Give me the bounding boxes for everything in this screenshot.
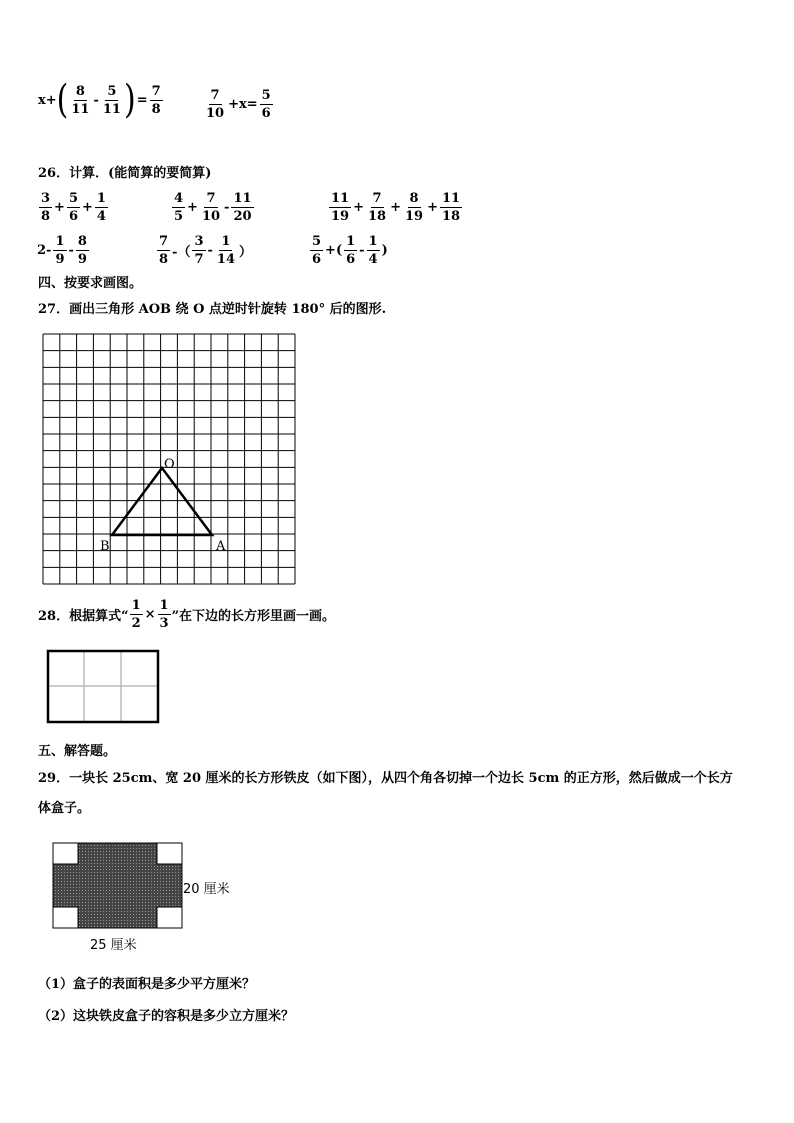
section-5-title: 五、解答题。 xyxy=(38,744,117,759)
length-label: 25 厘米 xyxy=(90,938,137,953)
question-27-title: 27．画出三角形 AOB 绕 O 点逆时针旋转 180° 后的图形. xyxy=(38,302,387,317)
fraction: $\frac{5}{11}$ xyxy=(102,84,121,117)
expr-1: $\frac{3}{8}$ + $\frac{5}{6}$ + $\frac{1}{4}$ xyxy=(41,191,106,224)
equation-2: $\frac{7}{10}$ +x= $\frac{5}{6}$ xyxy=(206,88,271,121)
left-paren: ( xyxy=(56,77,69,123)
section-4-title: 四、按要求画图。 xyxy=(38,276,143,291)
question-29-line-2: 体盒子。 xyxy=(38,801,91,816)
right-paren: ) xyxy=(123,77,136,123)
question-26-title: 26．计算．(能简算的要简算) xyxy=(38,166,212,181)
label-o: O xyxy=(164,457,175,472)
expr-3: $\frac{11}{19}$ + $\frac{7}{18}$ + $\frac{8}{19}$ + $\frac{11}{18}$ xyxy=(331,191,461,224)
fraction: $\frac{7}{10}$ xyxy=(206,88,225,121)
width-label: 20 厘米 xyxy=(183,882,230,897)
question-29-line-1: 29．一块长 25cm、宽 20 厘米的长方形铁皮（如下图），从四个角各切掉一个边长 5cm 的正方形，然后做成一个长方 xyxy=(38,771,733,786)
fraction-rectangle xyxy=(46,649,160,724)
question-29-sub-2: （2）这块铁皮盒子的容积是多少立方厘米？ xyxy=(38,1009,295,1024)
expr-4: 2- $\frac{1}{9}$ - $\frac{8}{9}$ xyxy=(37,234,87,267)
expr-2: $\frac{4}{5}$ + $\frac{7}{10}$ - $\frac{11}{20}$ xyxy=(174,191,252,224)
fraction: $\frac{5}{6}$ xyxy=(261,88,271,121)
fraction: $\frac{8}{11}$ xyxy=(71,84,90,117)
label-a: A xyxy=(216,539,226,554)
equation-1: x+ ( $\frac{8}{11}$ - $\frac{5}{11}$ ) = $\frac{7}{8}$ xyxy=(38,77,161,123)
question-29-sub-1: （1）盒子的表面积是多少平方厘米？ xyxy=(38,977,256,992)
iron-sheet-figure xyxy=(52,842,184,930)
eq1-x-plus: x+ xyxy=(38,93,57,108)
question-28-title: 28．根据算式“ $\frac{1}{2}$ × $\frac{1}{3}$ ”在下边的长方形里画一画。 xyxy=(38,598,336,631)
label-b: B xyxy=(100,539,110,554)
expr-5: $\frac{7}{8}$ -（ $\frac{3}{7}$ - $\frac{1}{14}$ ） xyxy=(159,234,253,267)
expr-6: $\frac{5}{6}$ +( $\frac{1}{6}$ - $\frac{1}{4}$ ) xyxy=(312,234,388,267)
fraction: $\frac{7}{8}$ xyxy=(151,84,161,117)
